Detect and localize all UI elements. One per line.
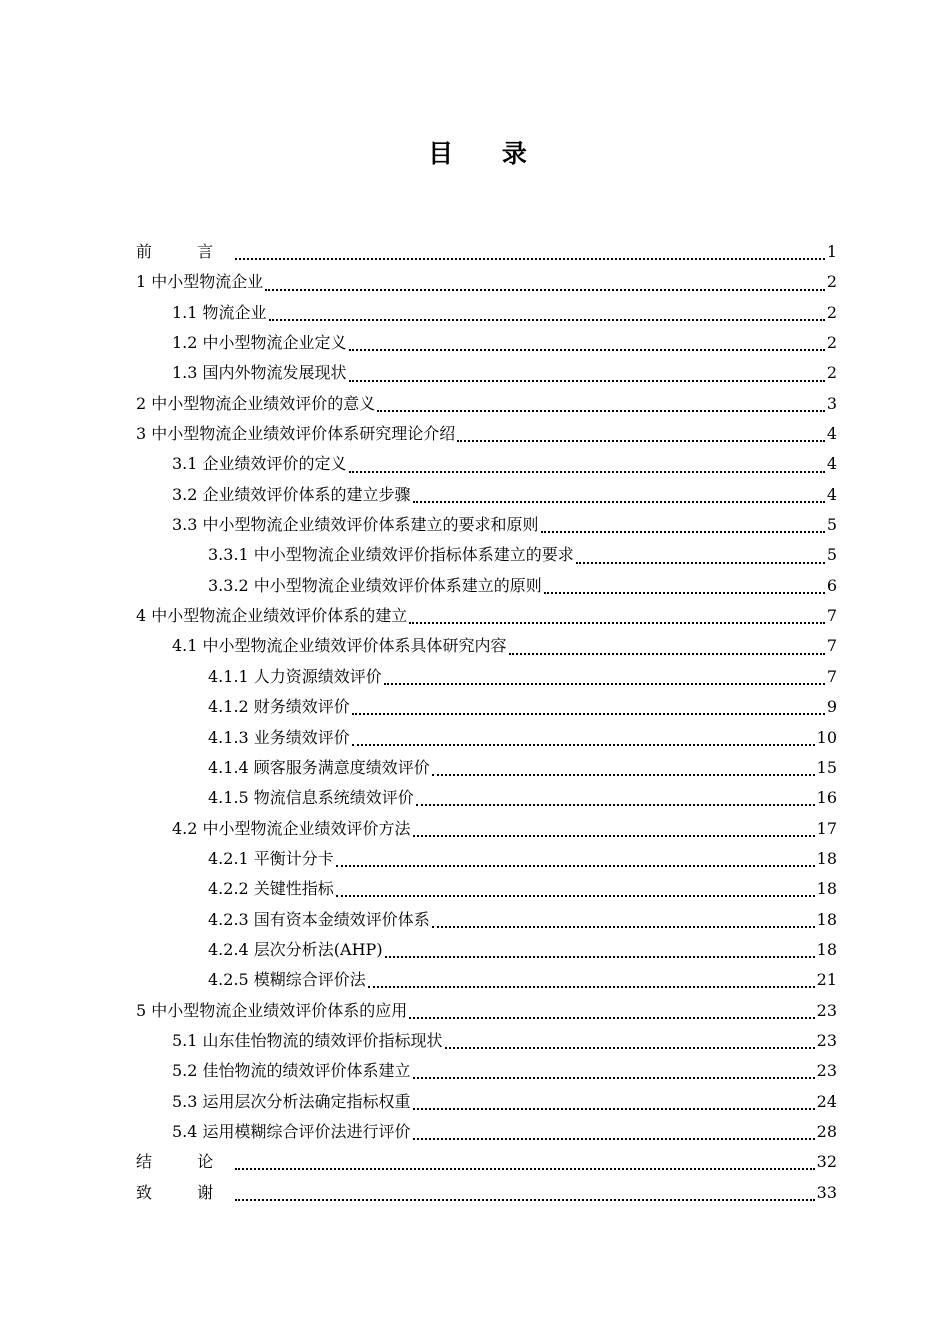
toc-entry-page-number: 5 — [826, 545, 837, 565]
toc-entry-page-number: 4 — [826, 454, 837, 474]
toc-dot-leader — [336, 865, 815, 867]
toc-entry-page-number: 7 — [826, 636, 837, 656]
toc-entry[interactable] — [136, 662, 837, 692]
toc-dot-leader — [413, 835, 815, 837]
toc-dot-leader — [235, 258, 825, 260]
toc-entry-page-number: 4 — [826, 484, 837, 504]
toc-dot-leader — [576, 562, 825, 564]
toc-entry-page-number: 23 — [816, 1030, 837, 1050]
toc-entry-page-number: 32 — [816, 1152, 837, 1172]
toc-entry-label: 4.1.5 物流信息系统绩效评价 — [208, 788, 414, 808]
toc-entry-page-number: 17 — [816, 818, 837, 838]
toc-entry-label: 4.1 中小型物流企业绩效评价体系具体研究内容 — [172, 636, 507, 656]
toc-entry-page-number: 9 — [826, 697, 837, 717]
toc-entry[interactable] — [136, 814, 837, 844]
toc-entry-label: 3 中小型物流企业绩效评价体系研究理论介绍 — [136, 424, 456, 444]
toc-entry-label: 4.1.4 顾客服务满意度绩效评价 — [208, 757, 430, 777]
toc-dot-leader — [416, 804, 815, 806]
toc-entry-label: 1 中小型物流企业 — [136, 272, 264, 292]
toc-dot-leader — [377, 410, 825, 412]
toc-entry-label: 4.2.5 模糊综合评价法 — [208, 970, 366, 990]
toc-dot-leader — [235, 1199, 815, 1201]
toc-entry-label: 前 言 — [136, 242, 234, 261]
toc-entry[interactable] — [136, 449, 837, 479]
toc-entry-page-number: 28 — [816, 1121, 837, 1141]
toc-entry-label: 5.2 佳怡物流的绩效评价体系建立 — [172, 1061, 411, 1081]
toc-entry-label: 4.1.1 人力资源绩效评价 — [208, 666, 382, 686]
toc-entry-label: 4.2.2 关键性指标 — [208, 879, 334, 899]
toc-entry-page-number: 2 — [826, 302, 837, 322]
toc-entry[interactable] — [136, 1147, 837, 1177]
toc-entry[interactable] — [136, 480, 837, 510]
toc-entry-label: 3.1 企业绩效评价的定义 — [172, 454, 347, 474]
toc-entry-page-number: 6 — [826, 575, 837, 595]
toc-dot-leader — [265, 289, 825, 291]
toc-entry-page-number: 23 — [816, 1000, 837, 1020]
toc-dot-leader — [432, 926, 815, 928]
toc-entry[interactable] — [136, 1056, 837, 1086]
toc-dot-leader — [269, 319, 825, 321]
toc-entry[interactable] — [136, 631, 837, 661]
toc-entry-label: 1.2 中小型物流企业定义 — [172, 333, 347, 353]
toc-entry-page-number: 7 — [826, 606, 837, 626]
toc-dot-leader — [457, 440, 825, 442]
toc-entry-page-number: 15 — [816, 757, 837, 777]
toc-entry[interactable] — [136, 540, 837, 570]
toc-entry[interactable] — [136, 723, 837, 753]
toc-dot-leader — [349, 349, 825, 351]
toc-entry-label: 3.2 企业绩效评价体系的建立步骤 — [172, 484, 411, 504]
toc-dot-leader — [385, 956, 815, 958]
toc-entry-label: 结 论 — [136, 1152, 234, 1172]
toc-entry-label: 4 中小型物流企业绩效评价体系的建立 — [136, 606, 408, 626]
toc-entry-page-number: 23 — [816, 1061, 837, 1081]
toc-entry-page-number: 24 — [816, 1091, 837, 1111]
toc-entry[interactable] — [136, 571, 837, 601]
toc-entry[interactable] — [136, 1087, 837, 1117]
toc-entry[interactable] — [136, 510, 837, 540]
toc-dot-leader — [368, 986, 815, 988]
toc-dot-leader — [384, 683, 825, 685]
toc-entry-label: 致 谢 — [136, 1182, 234, 1202]
toc-entry[interactable] — [136, 1026, 837, 1056]
toc-entry-page-number: 18 — [816, 909, 837, 929]
toc-dot-leader — [349, 471, 825, 473]
toc-entry-label: 4.2 中小型物流企业绩效评价方法 — [172, 818, 411, 838]
toc-entry-label: 5.4 运用模糊综合评价法进行评价 — [172, 1121, 411, 1141]
toc-dot-leader — [336, 895, 815, 897]
toc-dot-leader — [413, 501, 825, 503]
toc-entry[interactable] — [136, 298, 837, 328]
toc-entry[interactable] — [136, 692, 837, 722]
toc-entry[interactable] — [136, 874, 837, 904]
toc-entry-page-number: 18 — [816, 939, 837, 959]
toc-entry-label: 1.3 国内外物流发展现状 — [172, 363, 347, 383]
toc-entry[interactable] — [136, 783, 837, 813]
toc-dot-leader — [409, 1017, 814, 1019]
toc-entry-label: 3.3 中小型物流企业绩效评价体系建立的要求和原则 — [172, 515, 539, 535]
toc-dot-leader — [352, 744, 815, 746]
toc-entry-page-number: 18 — [816, 879, 837, 899]
toc-entry-label: 5.3 运用层次分析法确定指标权重 — [172, 1091, 411, 1111]
toc-entry-page-number: 2 — [826, 272, 837, 292]
toc-dot-leader — [445, 1047, 815, 1049]
toc-entry-label: 4.2.3 国有资本金绩效评价体系 — [208, 909, 430, 929]
toc-entry-page-number: 10 — [816, 727, 837, 747]
toc-dot-leader — [235, 1168, 815, 1170]
toc-entry-page-number: 5 — [826, 515, 837, 535]
toc-entry-page-number: 1 — [826, 242, 837, 261]
toc-dot-leader — [544, 592, 825, 594]
toc-entry[interactable] — [136, 267, 837, 297]
toc-entry[interactable] — [136, 844, 837, 874]
toc-entry[interactable] — [136, 389, 837, 419]
toc-entry-page-number: 2 — [826, 333, 837, 353]
toc-entry-label: 3.3.2 中小型物流企业绩效评价体系建立的原则 — [208, 575, 542, 595]
toc-entry[interactable] — [136, 965, 837, 995]
toc-entry-label: 4.2.1 平衡计分卡 — [208, 848, 334, 868]
toc-dot-leader — [413, 1108, 815, 1110]
toc-entry-page-number: 4 — [826, 424, 837, 444]
toc-entry-label: 5.1 山东佳怡物流的绩效评价指标现状 — [172, 1030, 443, 1050]
toc-entry-label: 3.3.1 中小型物流企业绩效评价指标体系建立的要求 — [208, 545, 574, 565]
toc-entry[interactable] — [136, 419, 837, 449]
toc-dot-leader — [509, 653, 825, 655]
toc-dot-leader — [413, 1138, 815, 1140]
toc-dot-leader — [432, 774, 815, 776]
toc-entry[interactable] — [136, 601, 837, 631]
toc-entry-page-number: 21 — [816, 970, 837, 990]
toc-entry-label: 1.1 物流企业 — [172, 302, 267, 322]
toc-entry[interactable] — [136, 358, 837, 388]
toc-entry-label: 4.1.3 业务绩效评价 — [208, 727, 350, 747]
toc-dot-leader — [349, 380, 825, 382]
toc-entry[interactable] — [136, 935, 837, 965]
toc-entry-label: 5 中小型物流企业绩效评价体系的应用 — [136, 1000, 408, 1020]
page-title: 目 录 — [428, 139, 547, 168]
toc-entry-label: 2 中小型物流企业绩效评价的意义 — [136, 393, 376, 413]
toc-entry-page-number: 33 — [816, 1182, 837, 1202]
toc-dot-leader — [413, 1077, 815, 1079]
toc-entry[interactable] — [136, 905, 837, 935]
toc-dot-leader — [541, 531, 825, 533]
toc-dot-leader — [409, 622, 825, 624]
toc-entry[interactable] — [136, 753, 837, 783]
toc-entry[interactable] — [136, 996, 837, 1026]
toc-entry[interactable] — [136, 328, 837, 358]
toc-entry-page-number: 18 — [816, 848, 837, 868]
toc-entry-page-number: 16 — [816, 788, 837, 808]
toc-entry[interactable] — [136, 1117, 837, 1147]
toc-entry-page-number: 7 — [826, 666, 837, 686]
toc-entry[interactable] — [136, 1178, 837, 1208]
toc-entry[interactable] — [136, 237, 837, 267]
toc-entry-page-number: 3 — [826, 393, 837, 413]
toc-entry-label: 4.2.4 层次分析法(AHP) — [208, 939, 383, 959]
toc-entry-page-number: 2 — [826, 363, 837, 383]
toc-entry-label: 4.1.2 财务绩效评价 — [208, 697, 350, 717]
table-of-contents — [136, 237, 837, 1208]
toc-dot-leader — [352, 713, 825, 715]
